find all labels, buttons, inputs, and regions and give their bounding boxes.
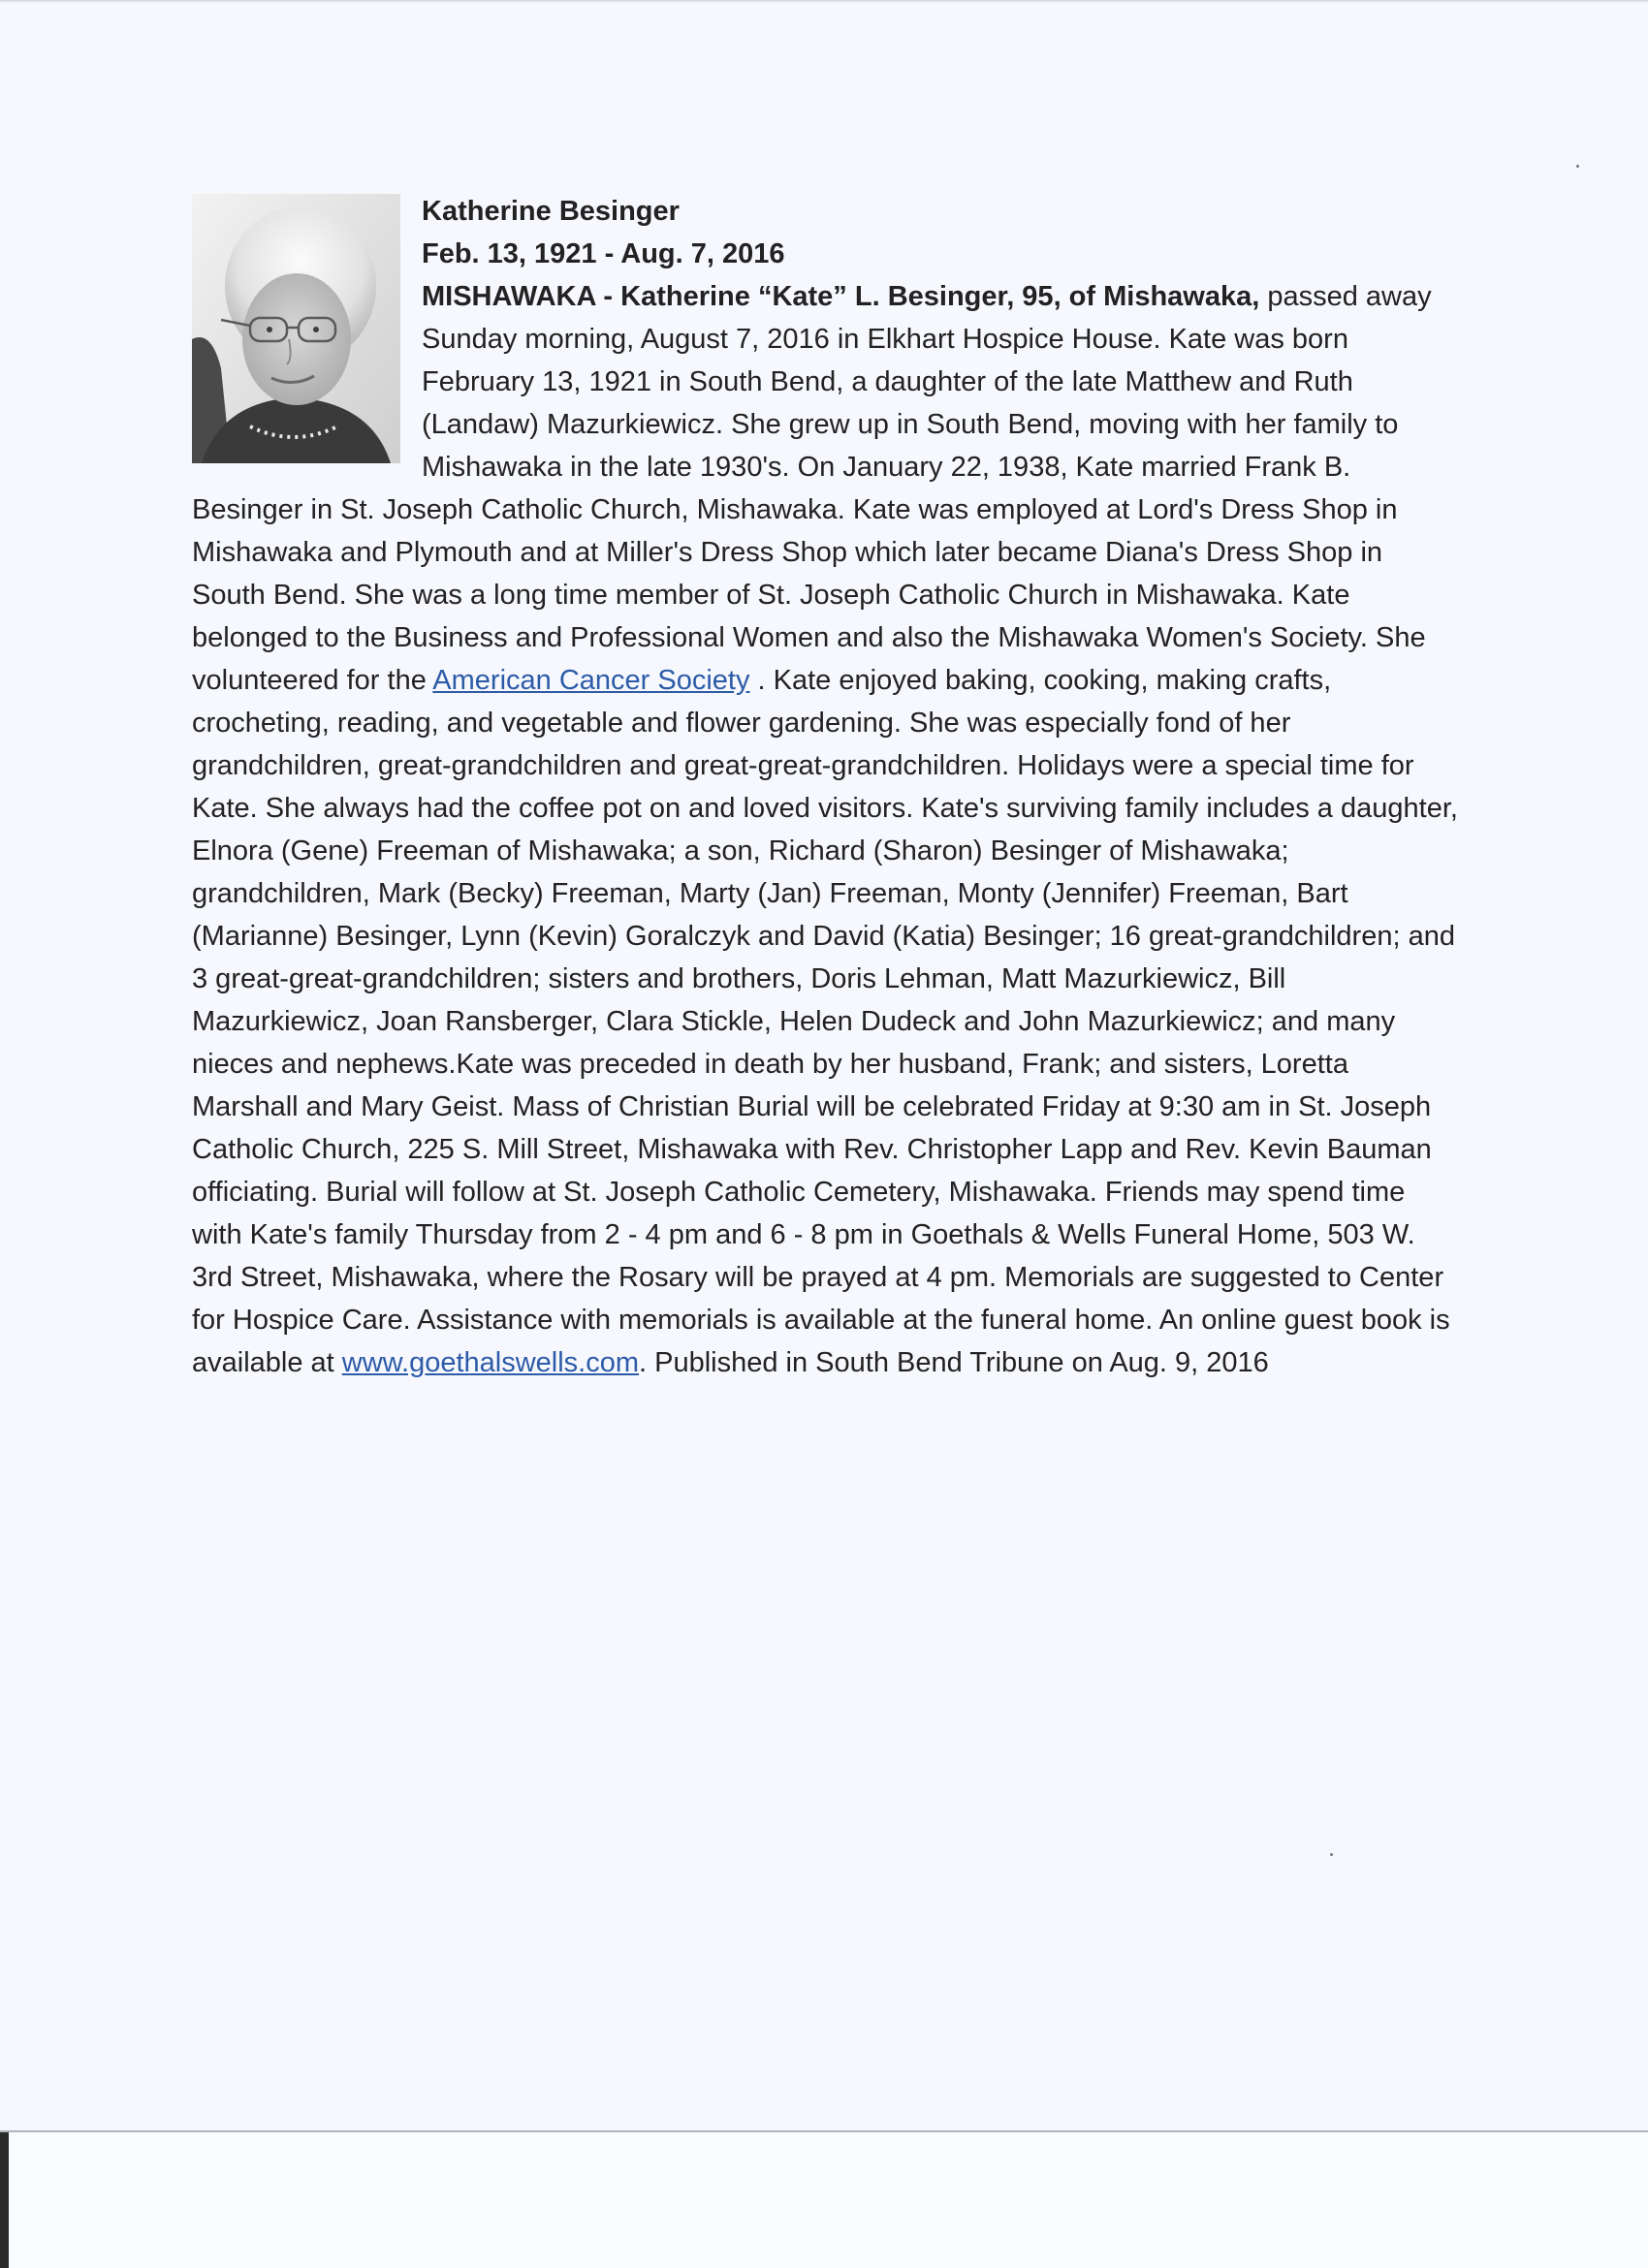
obituary-body-part-1: passed away Sunday morning, August 7, 2016 in Elkhart Hospice House. Kate was born February 13, 1921 in South Bend, a daughter of the late Matthew and Ruth (Landaw) Mazurkiewicz. She grew up in South Bend, moving with her family to Mishawaka in the late 1930's. On January 22, 1938, Kate married Frank B. Besinger in St. Joseph Catholic Church, Mishawaka. Kate was employed at Lord's Dress Shop in Mishawaka and Plymouth and at Miller's Dress Shop which later became Diana's Dress Shop in South Bend. She was a long time member of St. Joseph Catholic Church in Mishawaka. Kate belonged to the Business and Professional Women and also the Mishawaka Women's Society. She volunteered for the <box>192 281 1432 696</box>
life-dates: Feb. 13, 1921 - Aug. 7, 2016 <box>422 238 785 269</box>
obituary-body-part-2: . Kate enjoyed baking, cooking, making crafts, crocheting, reading, and vegetable and flower gardening. She was especially fond of her grandchildren, great-grandchildren and great-great-grandchildren. Holidays were a special time for Kate. She always had the coffee pot on and loved visitors. Kate's surviving family includes a daughter, Elnora (Gene) Freeman of Mishawaka; a son, Richard (Sharon) Besinger of Mishawaka; grandchildren, Mark (Becky) Freeman, Marty (Jan) Freeman, Monty (Jennifer) Freeman, Bart (Marianne) Besinger, Lynn (Kevin) Goralczyk and David (Katia) Besinger; 16 great-grandchildren; and 3 great-great-grandchildren; sisters and brothers, Doris Lehman, Matt Mazurkiewicz, Bill Mazurkiewicz, Joan Ransberger, Clara Stickle, Helen Dudeck and John Mazurkiewicz; and many nieces and nephews.Kate was preceded in death by her husband, Frank; and sisters, Loretta Marshall and Mary Geist. Mass of Christian Burial will be celebrated Friday at 9:30 am in St. Joseph Catholic Church, 225 S. Mill Street, Mishawaka with Rev. Christopher Lapp and Rev. Kevin Bauman officiating. Burial will follow at St. Joseph Catholic Cemetery, Mishawaka. Friends may spend time with Kate's family Thursday from 2 - 4 pm and 6 - 8 pm in Goethals & Wells Funeral Home, 503 W. 3rd Street, Mishawaka, where the Rosary will be prayed at 4 pm. Memorials are suggested to Center for Hospice Care. Assistance with memorials is available at the funeral home. An online guest book is available at <box>192 665 1458 1378</box>
portrait-image <box>192 194 400 463</box>
scanner-bed-strip <box>0 2130 1648 2268</box>
lead-sentence: MISHAWAKA - Katherine “Kate” L. Besinger, 95, of Mishawaka, <box>422 281 1260 312</box>
portrait-photo <box>192 194 400 463</box>
scan-speck <box>1330 1853 1333 1856</box>
paper-top-edge <box>0 0 1648 3</box>
scanner-edge <box>0 2132 9 2268</box>
scan-speck <box>1576 165 1579 168</box>
deceased-name: Katherine Besinger <box>422 196 680 227</box>
obituary <box>192 190 1462 1384</box>
guest-book-website-link[interactable]: www.goethalswells.com <box>341 1347 640 1378</box>
obituary-body-part-3: . Published in South Bend Tribune on Aug. 9, 2016 <box>639 1347 1269 1378</box>
american-cancer-society-link[interactable]: American Cancer Society <box>432 665 750 696</box>
